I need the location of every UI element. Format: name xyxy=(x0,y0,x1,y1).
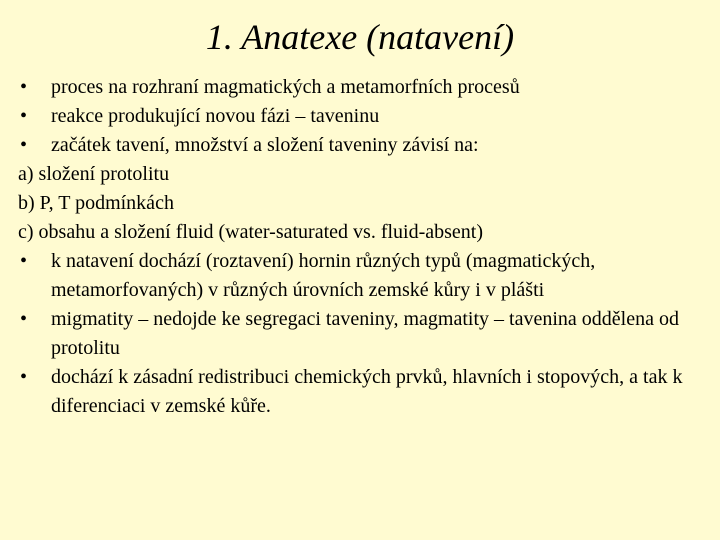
slide-title: 1. Anatexe (natavení) xyxy=(205,17,515,57)
slide-content xyxy=(18,73,708,421)
bullet-marker: • xyxy=(20,308,28,330)
bullet-item xyxy=(18,102,708,131)
bullet-marker: • xyxy=(20,250,28,272)
bullet-item xyxy=(18,305,708,363)
bullet-text: migmatity – nedojde ke segregaci taveniny, magmatity – tavenina oddělena od protolitu xyxy=(51,308,679,359)
bullet-text: reakce produkující novou fázi – taveninu xyxy=(51,105,380,127)
lettered-item xyxy=(18,160,708,189)
lettered-text: obsahu a složení fluid (water-saturated vs. fluid-absent) xyxy=(38,221,483,243)
bullet-marker: • xyxy=(20,105,28,127)
letter-marker: b) xyxy=(18,192,35,214)
bullet-text: začátek tavení, množství a složení taveniny závisí na: xyxy=(51,134,479,156)
lettered-item xyxy=(18,189,708,218)
bullet-marker: • xyxy=(20,134,28,156)
lettered-text: P, T podmínkách xyxy=(39,192,174,214)
bullet-text: k natavení dochází (roztavení) hornin různých typů (magmatických, metamorfovaných) v různých úrovních zemské kůry i v plášti xyxy=(51,250,596,301)
bullet-marker: • xyxy=(20,76,28,98)
bullet-marker: • xyxy=(20,366,28,388)
bullet-item xyxy=(18,131,708,160)
bullet-text: dochází k zásadní redistribuci chemických prvků, hlavních i stopových, a tak k diferenciaci v zemské kůře. xyxy=(51,366,683,417)
bullet-item xyxy=(18,73,708,102)
lettered-text: složení protolitu xyxy=(38,163,170,185)
lettered-item xyxy=(18,218,708,247)
bullet-text: proces na rozhraní magmatických a metamorfních procesů xyxy=(51,76,520,98)
bullet-item xyxy=(18,363,708,421)
bullet-item xyxy=(18,247,708,305)
letter-marker: c) xyxy=(18,221,34,243)
letter-marker: a) xyxy=(18,163,34,185)
